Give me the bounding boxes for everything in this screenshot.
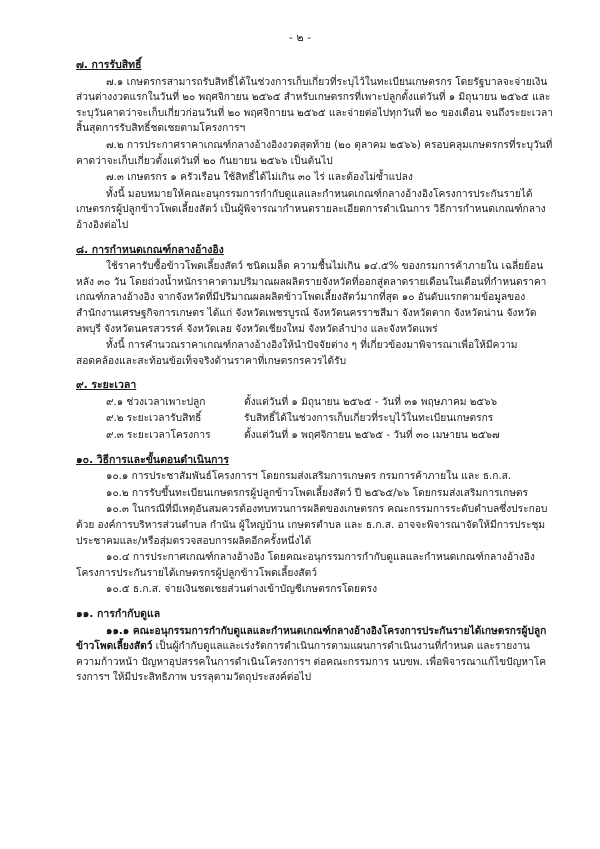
section-9-period: [76, 378, 554, 443]
section-10-procedures: [76, 453, 554, 598]
document-body: [76, 58, 554, 695]
period-row: [76, 411, 554, 427]
section-heading: ๑๐. วิธีการและขั้นตอนดำเนินการ: [76, 453, 229, 466]
period-label: ๙.๑ ช่วงเวลาเพาะปลูก: [106, 396, 206, 408]
section-heading: ๘. การกำหนดเกณฑ์กลางอ้างอิง: [76, 243, 224, 256]
paragraph: ๑๐.๒ การรับขึ้นทะเบียนเกษตรกรผู้ปลูกข้าวโพดเลี้ยงสัตว์ ปี ๒๕๖๕/๖๖ โดยกรมส่งเสริมการเกษตร: [106, 487, 529, 499]
period-label: ๙.๒ ระยะเวลารับสิทธิ์: [106, 413, 202, 425]
section-heading: ๙. ระยะเวลา: [76, 379, 137, 392]
subcommittee-name: ๑๑.๑ คณะอนุกรรมการกำกับดูแลและกำหนดเกณฑ์กลางอ้างอิงโครงการประกันรายได้เกษตรกรผู้ปลูกข้าวโพดเลี้ยงสัตว์: [76, 625, 547, 653]
period-row: [76, 428, 554, 444]
section-heading: ๗. การรับสิทธิ์: [76, 59, 142, 71]
paragraph: ทั้งนี้ การคำนวณราคาเกณฑ์กลางอ้างอิงให้นำปัจจัยต่าง ๆ ที่เกี่ยวข้องมาพิจารณาเพื่อให้มีความสอดคล้องและสะท้อนข้อเท็จจริงด้านราคาที่เกษตรกรควรได้รับ: [76, 340, 518, 367]
paragraph-rest: เป็นผู้กำกับดูแลและเร่งรัดการดำเนินการตามแผนการดำเนินงานที่กำหนด และรายงานความก้าวหน้า ปัญหาอุปสรรคในการดำเนินโครงการฯ ต่อคณะกรรมการ นบขพ. เพื่อพิจารณาแก้ไขปัญหาโครงการฯ ให้มีประสิทธิภาพ บรรลุตามวัตถุประสงค์ต่อไป: [76, 641, 547, 684]
paragraph: ๑๐.๔ การประกาศเกณฑ์กลางอ้างอิง โดยคณะอนุกรรมการกำกับดูแลและกำหนดเกณฑ์กลางอ้างอิงโครงการประกันรายได้เกษตรกรผู้ปลูกข้าวโพดเลี้ยงสัตว์: [76, 552, 535, 579]
paragraph: ทั้งนี้ มอบหมายให้คณะอนุกรรมการกำกับดูแลและกำหนดเกณฑ์กลางอ้างอิงโครงการประกันรายได้เกษตรกรผู้ปลูกข้าวโพดเลี้ยงสัตว์ เป็นผู้พิจารณากำหนดรายละเอียดการดำเนินการ วิธีการกำหนดเกณฑ์กลางอ้างอิงต่อไป: [76, 188, 546, 231]
paragraph: ๑๐.๕ ธ.ก.ส. จ่ายเงินชดเชยส่วนต่างเข้าบัญชีเกษตรกรโดยตรง: [106, 584, 378, 596]
paragraph: ๑๐.๓ ในกรณีที่มีเหตุอันสมควรต้องทบทวนการผลิตของเกษตรกร คณะกรรมการระดับตำบลซึ่งประกอบด้วย องค์การบริหารส่วนตำบล กำนัน ผู้ใหญ่บ้าน เกษตรตำบล และ ธ.ก.ส. อาจจะพิจารณาจัดให้มีการประชุมประชาคมและ/หรือสุ่มตรวจสอบการผลิตอีกครั้งหนึ่งได้: [76, 504, 548, 547]
paragraph: ใช้ราคารับซื้อข้าวโพดเลี้ยงสัตว์ ชนิดเมล็ด ความชื้นไม่เกิน ๑๔.๕% ของกรมการค้าภายใน เฉลี่ยย้อนหลัง ๓๐ วัน โดยถ่วงน้ำหนักราคาตามปริมาณผลผลิตรายจังหวัดที่ออกสู่ตลาดรายเดือนในเดือนที่กำหนดราคาเกณฑ์กลางอ้างอิง จากจังหวัดที่มีปริมาณผลผลิตข้าวโพดเลี้ยงสัตว์มากที่สุด ๑๐ อันดับแรกตามข้อมูลของสำนักงานเศรษฐกิจการเกษตร ได้แก่ จังหวัดเพชรบูรณ์ จังหวัดนครราชสีมา จังหวัดตาก จังหวัดน่าน จังหวัดลพบุรี จังหวัดนครสวรรค์ จังหวัดเลย จังหวัดเชียงใหม่ จังหวัดลำปาง และจังหวัดแพร่: [76, 261, 547, 335]
paragraph: ๗.๓ เกษตรกร ๑ ครัวเรือน ใช้สิทธิ์ได้ไม่เกิน ๓๐ ไร่ และต้องไม่ซ้ำแปลง: [106, 172, 413, 184]
page-number: - ๒ -: [288, 31, 312, 44]
period-value: ตั้งแต่วันที่ ๑ พฤศจิกายน ๒๕๖๕ - วันที่ ๓๐ เมษายน ๒๕๖๗: [244, 430, 500, 442]
paragraph: [76, 624, 554, 686]
section-7-rights: [76, 58, 554, 234]
period-value: ตั้งแต่วันที่ ๑ มิถุนายน ๒๕๖๕ - วันที่ ๓๑ พฤษภาคม ๒๕๖๖: [244, 396, 498, 408]
section-11-supervision: [76, 607, 554, 686]
period-label: ๙.๓ ระยะเวลาโครงการ: [106, 430, 211, 442]
period-row: [76, 395, 554, 411]
section-8-reference-price: [76, 243, 554, 370]
paragraph: ๗.๒ การประกาศราคาเกณฑ์กลางอ้างอิงงวดสุดท้าย (๒๐ ตุลาคม ๒๕๖๖) ครอบคลุมเกษตรกรที่ระบุวันที่คาดว่าจะเก็บเกี่ยวตั้งแต่วันที่ ๒๐ กันยายน ๒๕๖๖ เป็นต้นไป: [76, 139, 553, 167]
section-heading: ๑๑. การกำกับดูแล: [76, 608, 161, 620]
period-value: รับสิทธิ์ได้ในช่วงการเก็บเกี่ยวที่ระบุไว้ในทะเบียนเกษตรกร: [244, 413, 494, 425]
paragraph: ๑๐.๑ การประชาสัมพันธ์โครงการฯ โดยกรมส่งเสริมการเกษตร กรมการค้าภายใน และ ธ.ก.ส.: [106, 471, 512, 483]
paragraph: ๗.๑ เกษตรกรสามารถรับสิทธิ์ได้ในช่วงการเก็บเกี่ยวที่ระบุไว้ในทะเบียนเกษตรกร โดยรัฐบาลจะจ่ายเงินส่วนต่างงวดแรกในวันที่ ๒๐ พฤศจิกายน ๒๕๖๕ สำหรับเกษตรกรที่เพาะปลูกตั้งแต่วันที่ ๑ มิถุนายน ๒๕๖๕ และระบุวันคาดว่าจะเก็บเกี่ยวก่อนวันที่ ๒๐ พฤศจิกายน ๒๕๖๕ และจ่ายต่อไปทุกวันที่ ๒๐ ของเดือน จนถึงระยะเวลาสิ้นสุดการรับสิทธิ์ชดเชยตามโครงการฯ: [76, 76, 553, 135]
